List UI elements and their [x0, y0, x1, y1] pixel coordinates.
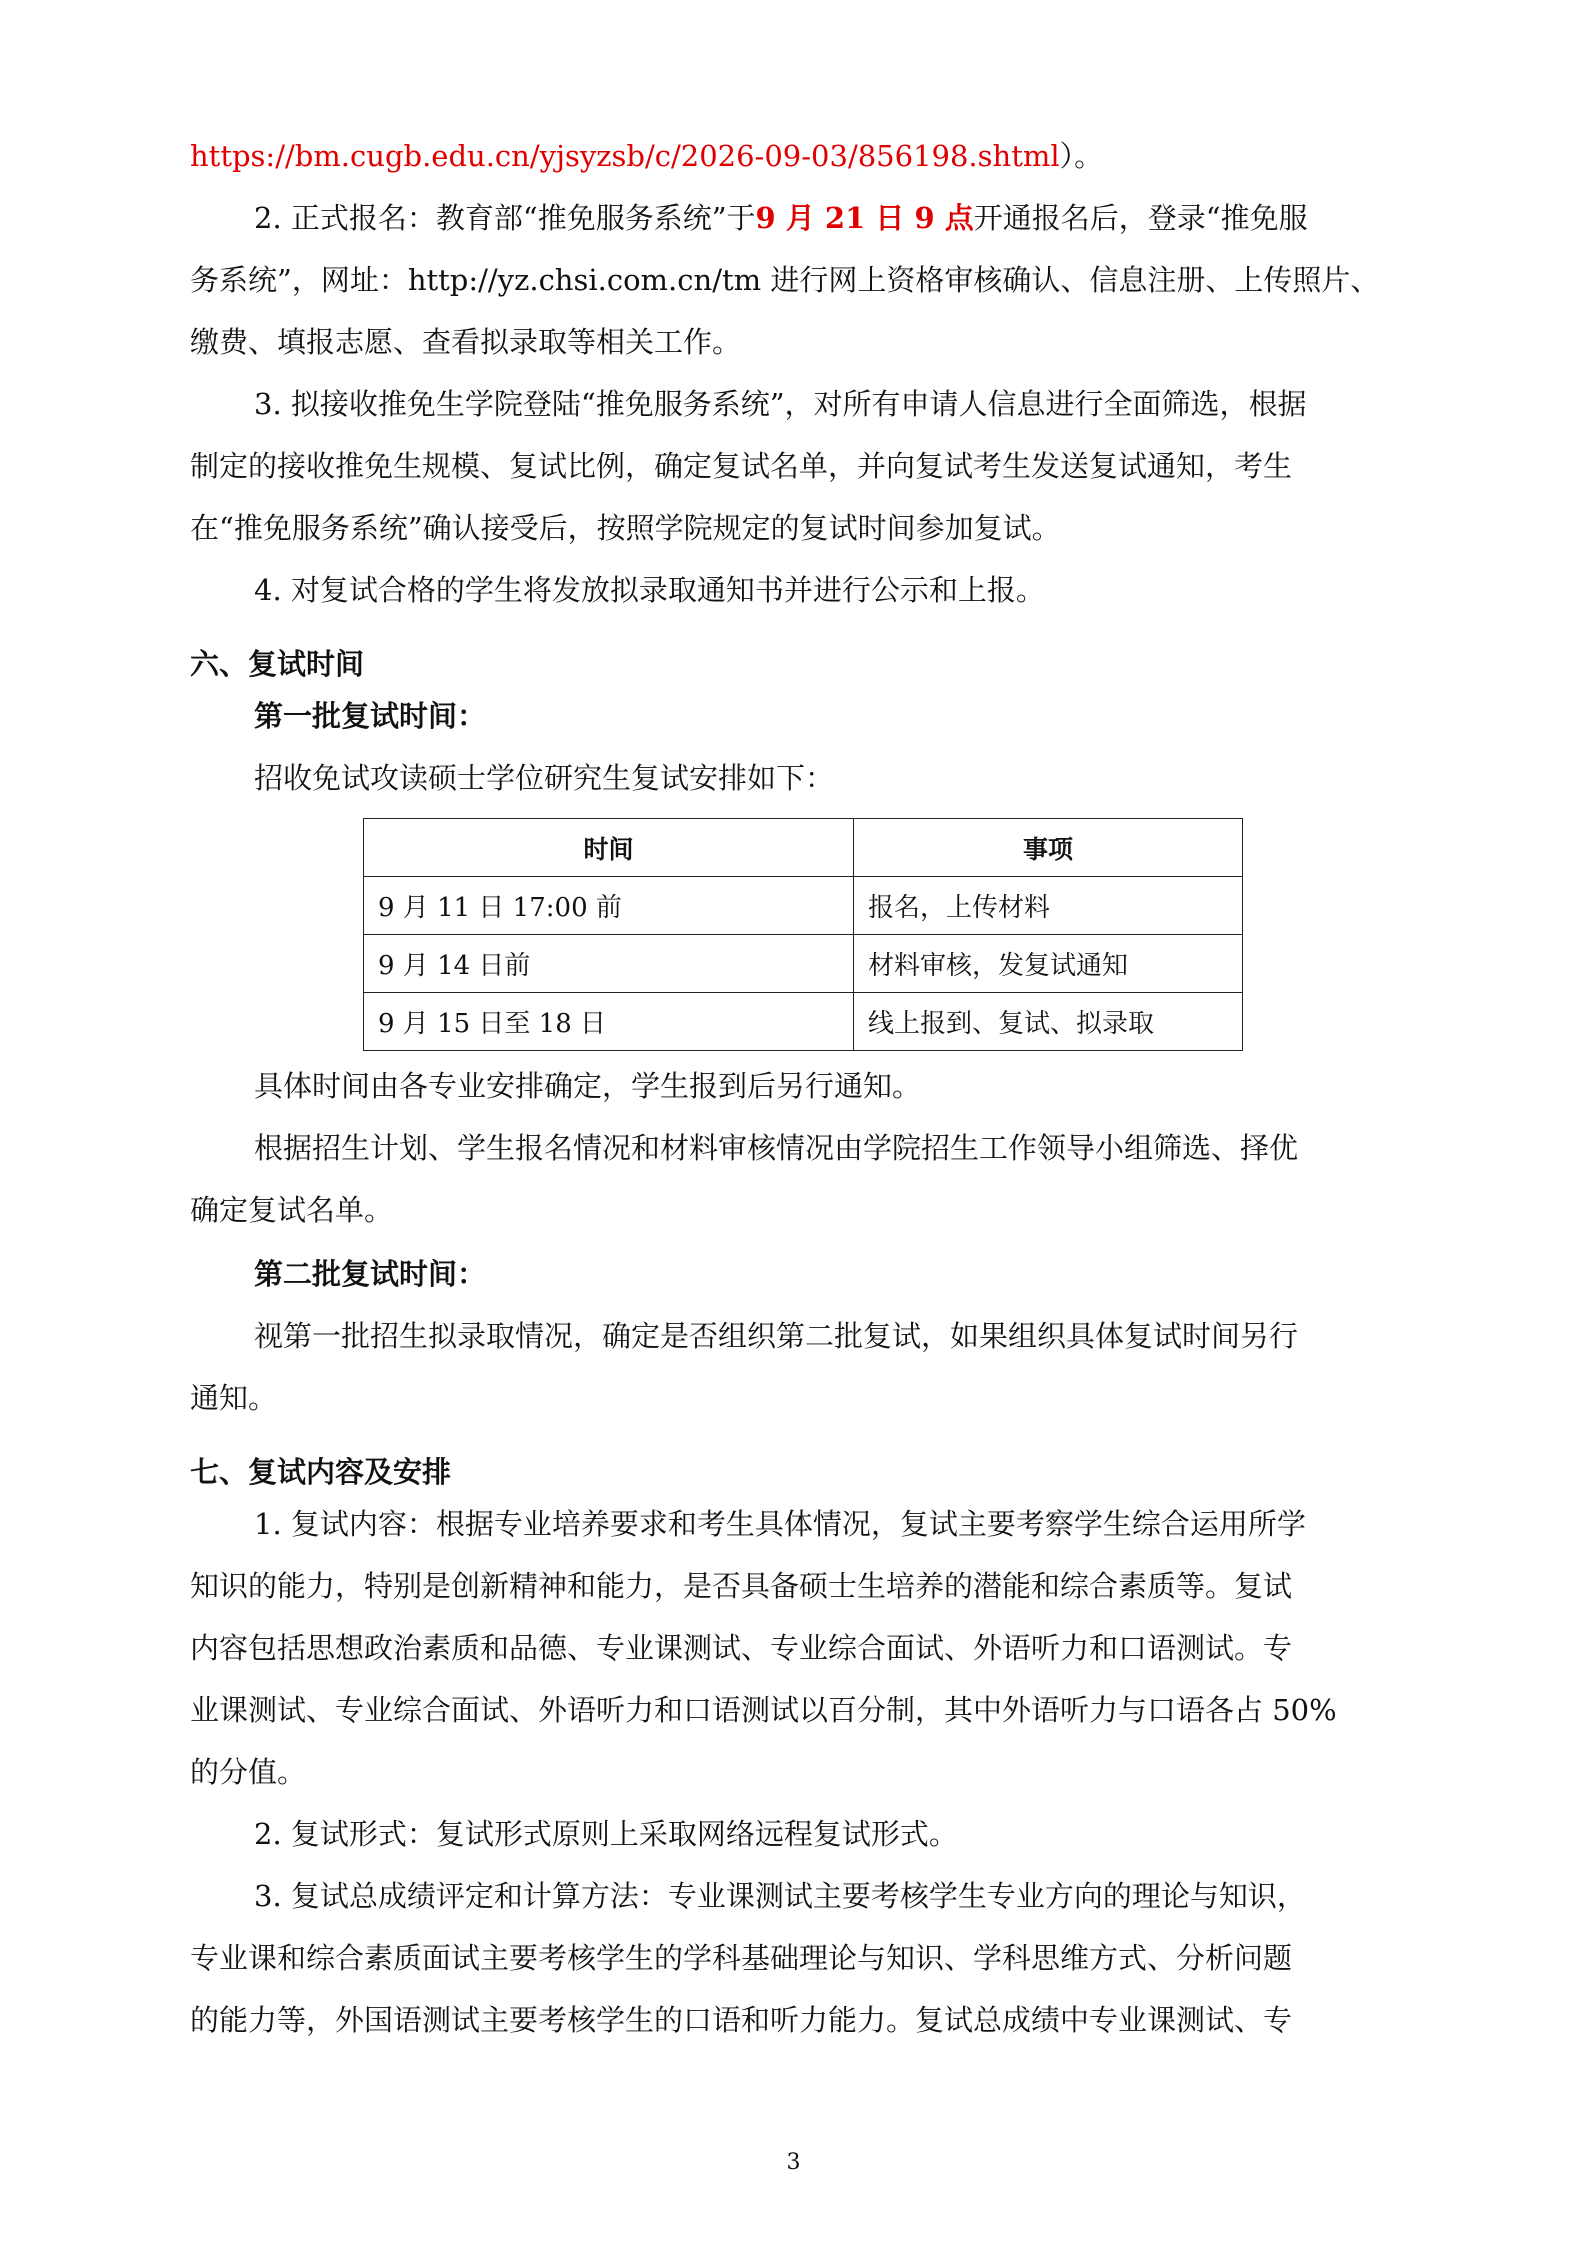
table-row [364, 993, 1243, 1051]
registration-time-highlight: 9 月 21 日 9 点 [755, 201, 974, 235]
text-segment: 2. 正式报名：教育部“推免服务系统”于 [254, 201, 756, 235]
paragraph-line: 知识的能力，特别是创新精神和能力，是否具备硕士生培养的潜能和综合素质等。复试 [190, 1569, 1293, 1603]
paragraph-line: 专业课和综合素质面试主要考核学生的学科基础理论与知识、学科思维方式、分析问题 [190, 1941, 1293, 1975]
table-cell-item: 线上报到、复试、拟录取 [854, 993, 1243, 1051]
table-cell-time: 9 月 14 日前 [364, 935, 854, 993]
paragraph-line: 在“推免服务系统”确认接受后，按照学院规定的复试时间参加复试。 [190, 511, 1061, 545]
paragraph-line: 具体时间由各专业安排确定，学生报到后另行通知。 [254, 1069, 922, 1103]
text-segment: 开通报名后，登录“推免服 [973, 201, 1308, 235]
section-heading-7: 七、复试内容及安排 [190, 1455, 452, 1489]
paragraph-line: 2. 复试形式：复试形式原则上采取网络远程复试形式。 [254, 1817, 958, 1851]
paragraph-line: 招收免试攻读硕士学位研究生复试安排如下： [254, 761, 835, 795]
schedule-table [363, 818, 1243, 1051]
paragraph-line: 3. 复试总成绩评定和计算方法：专业课测试主要考核学生专业方向的理论与知识， [254, 1879, 1306, 1913]
paragraph-line: 内容包括思想政治素质和品德、专业课测试、专业综合面试、外语听力和口语测试。专 [190, 1631, 1293, 1665]
paragraph-formal-registration [254, 198, 1415, 238]
paragraph-line: 业课测试、专业综合面试、外语听力和口语测试以百分制，其中外语听力与口语各占 50% [190, 1693, 1337, 1727]
section-heading-6: 六、复试时间 [190, 647, 365, 681]
paragraph-line: 通知。 [190, 1381, 278, 1415]
paragraph-line: 1. 复试内容：根据专业培养要求和考生具体情况，复试主要考察学生综合运用所学 [254, 1507, 1306, 1541]
signup-url-link[interactable]: https://bm.cugb.edu.cn/yjsyzsb/c/2026-09-03/856198.shtml [190, 139, 1060, 173]
signup-url-tail: ）。 [1059, 139, 1104, 173]
signup-url-line [190, 136, 1415, 176]
subheading-first-batch: 第一批复试时间： [254, 699, 487, 733]
table-row [364, 877, 1243, 935]
paragraph-line: 确定复试名单。 [190, 1193, 394, 1227]
table-header-row [364, 819, 1243, 877]
paragraph-line: 制定的接收推免生规模、复试比例，确定复试名单，并向复试考生发送复试通知，考生 [190, 449, 1293, 483]
table-cell-item: 报名，上传材料 [854, 877, 1243, 935]
paragraph-line: 3. 拟接收推免生学院登陆“推免服务系统”，对所有申请人信息进行全面筛选，根据 [254, 387, 1307, 421]
table-cell-time: 9 月 15 日至 18 日 [364, 993, 854, 1051]
table-cell-item: 材料审核，发复试通知 [854, 935, 1243, 993]
paragraph-line: 4. 对复试合格的学生将发放拟录取通知书并进行公示和上报。 [254, 573, 1045, 607]
paragraph-line: 视第一批招生拟录取情况，确定是否组织第二批复试，如果组织具体复试时间另行 [254, 1319, 1299, 1353]
paragraph-line: 根据招生计划、学生报名情况和材料审核情况由学院招生工作领导小组筛选、择优 [254, 1131, 1299, 1165]
table-cell-time: 9 月 11 日 17:00 前 [364, 877, 854, 935]
paragraph-line: 务系统”，网址：http://yz.chsi.com.cn/tm 进行网上资格审核确认、信息注册、上传照片、 [190, 263, 1380, 297]
table-header-time: 时间 [364, 819, 854, 877]
table-header-item: 事项 [854, 819, 1243, 877]
subheading-second-batch: 第二批复试时间： [254, 1257, 487, 1291]
paragraph-line: 的能力等，外国语测试主要考核学生的口语和听力能力。复试总成绩中专业课测试、专 [190, 2003, 1293, 2037]
table-row [364, 935, 1243, 993]
page-number: 3 [786, 2150, 801, 2175]
paragraph-line: 缴费、填报志愿、查看拟录取等相关工作。 [190, 325, 742, 359]
paragraph-line: 的分值。 [190, 1755, 307, 1789]
